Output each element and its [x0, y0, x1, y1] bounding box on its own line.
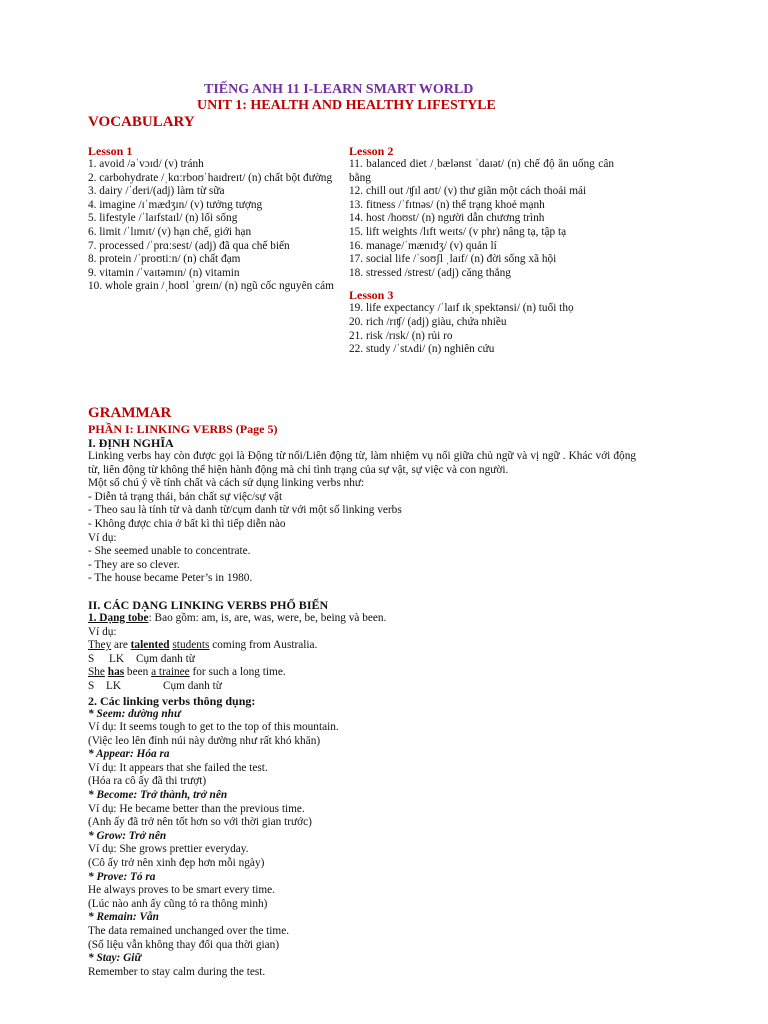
vocab-item: 14. host /hoʊst/ (n) người dẫn chương trình — [349, 212, 545, 225]
verb-translation: (Lúc nào anh ấy cũng tỏ ra thông minh) — [88, 897, 268, 910]
lesson-1-heading: Lesson 1 — [88, 144, 133, 158]
note-item: - Diễn tả trạng thái, bản chất sự việc/sự vật — [88, 490, 283, 503]
example-item: - They are so clever. — [88, 558, 180, 571]
vocab-item: 7. processed /ˈprɑːsest/ (adj) đã qua chế biến — [88, 239, 290, 252]
note-item: - Không được chia ở bất kì thì tiếp diễn nào — [88, 517, 286, 530]
notes-intro: Một số chú ý về tính chất và cách sử dụng linking verbs như: — [88, 477, 365, 490]
verb-translation: (Cô ấy trở nên xinh đẹp hơn mỗi ngày) — [88, 857, 265, 870]
vocab-item: 8. protein /ˈproʊtiːn/ (n) chất đạm — [88, 253, 241, 266]
verb-example: Ví dụ: He became better than the previous time. — [88, 802, 305, 815]
example-label: Ví dụ: — [88, 531, 117, 544]
vocab-column-left — [88, 144, 340, 294]
noun: students — [172, 639, 210, 652]
sentence-rest: coming from Australia. — [209, 639, 318, 652]
vocab-column-right — [349, 144, 614, 357]
vocab-item: 18. stressed /strest/ (adj) căng thẳng — [349, 266, 511, 279]
grammar-section — [88, 405, 636, 979]
annotation-noun-phrase: Cụm danh từ — [163, 679, 222, 692]
verb-heading: * Stay: Giữ — [88, 952, 142, 965]
grammar-heading: GRAMMAR — [88, 405, 172, 421]
vocab-item: 12. chill out /ʧɪl aʊt/ (v) thư giãn một cách thoải mái — [349, 185, 587, 198]
example-item: - The house became Peter’s in 1980. — [88, 572, 253, 585]
verb-translation: (Hóa ra cô ấy đã thi trượt) — [88, 775, 207, 788]
annotation-linking-verb: LK — [109, 652, 125, 665]
annotation-subject: S — [88, 652, 95, 665]
verb-heading: * Remain: Vẫn — [88, 911, 159, 924]
verb-example: Remember to stay calm during the test. — [88, 965, 266, 978]
vocab-item: 19. life expectancy /ˈlaɪf ɪkˌspektənsi/ (n) tuổi thọ — [349, 302, 574, 315]
verb-heading: * Become: Trở thành, trở nên — [88, 789, 228, 802]
vocab-item: 9. vitamin /ˈvaɪtəmɪn/ (n) vitamin — [88, 266, 240, 279]
vocab-item: 2. carbohydrate /ˌkɑːrboʊˈhaɪdreɪt/ (n) chất bột đường — [88, 171, 333, 184]
noun-phrase: a trainee — [151, 666, 190, 679]
vocab-item: 10. whole grain /ˌhoʊl ˈɡreɪn/ (n) ngũ cốc nguyên cám — [88, 280, 334, 293]
vocab-item: 21. risk /rɪsk/ (n) rủi ro — [349, 329, 453, 342]
vocab-item: 17. social life /ˈsoʊʃl ˌlaɪf/ (n) đời sống xã hội — [349, 253, 557, 266]
verb-example: Ví dụ: She grows prettier everyday. — [88, 843, 249, 856]
verb-translation: (Việc leo lên đỉnh núi này dường như rất khó khăn) — [88, 734, 321, 747]
annotation-noun-phrase: Cụm danh từ — [136, 652, 195, 665]
lesson-2-heading: Lesson 2 — [349, 144, 394, 158]
vocab-item: 22. study /ˈstʌdi/ (n) nghiên cứu — [349, 343, 495, 356]
vocab-item: 11. balanced diet /ˌbælənst ˈdaɪət/ (n) chế độ ăn uống cân bằng — [349, 158, 614, 184]
sentence-mid: been — [124, 666, 152, 679]
annotation-row — [88, 653, 636, 667]
forms-heading: II. CÁC DẠNG LINKING VERBS PHỔ BIẾN — [88, 597, 329, 612]
definition-text: Linking verbs hay còn được gọi là Động từ nối/Liên động từ, làm nhiệm vụ nối giữa chủ ngữ và vị ngữ . Khác với động từ, liên động từ không thể hiện hành động mà chỉ tình trạng của sự vật, sự việc và con người. — [88, 450, 636, 476]
subject: She — [88, 666, 105, 679]
verb-example: The data remained unchanged over the time. — [88, 925, 290, 937]
vocab-item: 20. rich /rɪʧ/ (adj) giàu, chứa nhiều — [349, 315, 507, 328]
subject: They — [88, 639, 112, 652]
linking-verb: are — [114, 639, 128, 652]
vocab-item: 4. imagine /ɪˈmædʒɪn/ (v) tưởng tượng — [88, 198, 263, 211]
vocab-item: 5. lifestyle /ˈlaɪfstaɪl/ (n) lối sống — [88, 212, 238, 225]
verb-example: He always proves to be smart every time. — [88, 884, 275, 897]
verb-translation: (Số liệu vẫn không thay đổi qua thời gian) — [88, 938, 280, 951]
example-label: Ví dụ: — [88, 625, 117, 638]
annotation-subject: S — [88, 679, 95, 692]
verb-heading: * Seem: dường như — [88, 707, 181, 720]
verb-example: Ví dụ: It seems tough to get to the top of this mountain. — [88, 721, 339, 734]
vocab-item: 13. fitness /ˈfɪtnəs/ (n) thể trạng khoẻ mạnh — [349, 198, 545, 211]
tobe-line — [88, 612, 636, 626]
part-heading: PHẦN I: LINKING VERBS (Page 5) — [88, 422, 278, 436]
vocab-item: 15. lift weights /lɪft weɪts/ (v phr) nâng tạ, tập tạ — [349, 225, 567, 238]
adjective: talented — [130, 639, 170, 652]
verb-heading: * Appear: Hóa ra — [88, 748, 170, 761]
vocab-item: 16. manage/ˈmænɪdʒ/ (v) quản lí — [349, 239, 497, 252]
annotation-row — [88, 680, 636, 694]
example-item: - She seemed unable to concentrate. — [88, 545, 251, 558]
document-title: TIẾNG ANH 11 I-LEARN SMART WORLD — [204, 82, 474, 97]
annotation-linking-verb: LK — [106, 679, 122, 692]
vocab-item: 6. limit /ˈlɪmɪt/ (v) hạn chế, giới hạn — [88, 225, 252, 238]
verb-translation: (Anh ấy đã trở nên tốt hơn so với thời gian trước) — [88, 816, 312, 829]
linking-verb: has — [107, 666, 125, 679]
tobe-sentence-1 — [88, 639, 636, 653]
unit-title: UNIT 1: HEALTH AND HEALTHY LIFESTYLE — [197, 98, 496, 113]
definition-heading: I. ĐỊNH NGHĨA — [88, 436, 174, 450]
sentence-rest: for such a long time. — [189, 666, 286, 679]
verb-heading: * Prove: Tỏ ra — [88, 870, 156, 883]
verb-example: Ví dụ: It appears that she failed the test. — [88, 761, 268, 774]
vocabulary-heading: VOCABULARY — [88, 114, 195, 130]
tobe-label: 1. Dạng tobe — [88, 611, 149, 624]
note-item: - Theo sau là tính từ và danh từ/cụm danh từ với một số linking verbs — [88, 504, 402, 517]
verb-heading: * Grow: Trở nên — [88, 829, 167, 842]
lesson-3-heading: Lesson 3 — [349, 288, 394, 303]
tobe-text: : Bao gồm: am, is, are, was, were, be, being và been. — [148, 611, 387, 624]
tobe-sentence-2 — [88, 666, 636, 680]
vocab-item: 1. avoid /əˈvɔɪd/ (v) tránh — [88, 158, 204, 170]
common-verbs-heading: 2. Các linking verbs thông dụng: — [88, 693, 256, 708]
vocab-item: 3. dairy /ˈderi/(adj) làm từ sữa — [88, 185, 225, 198]
